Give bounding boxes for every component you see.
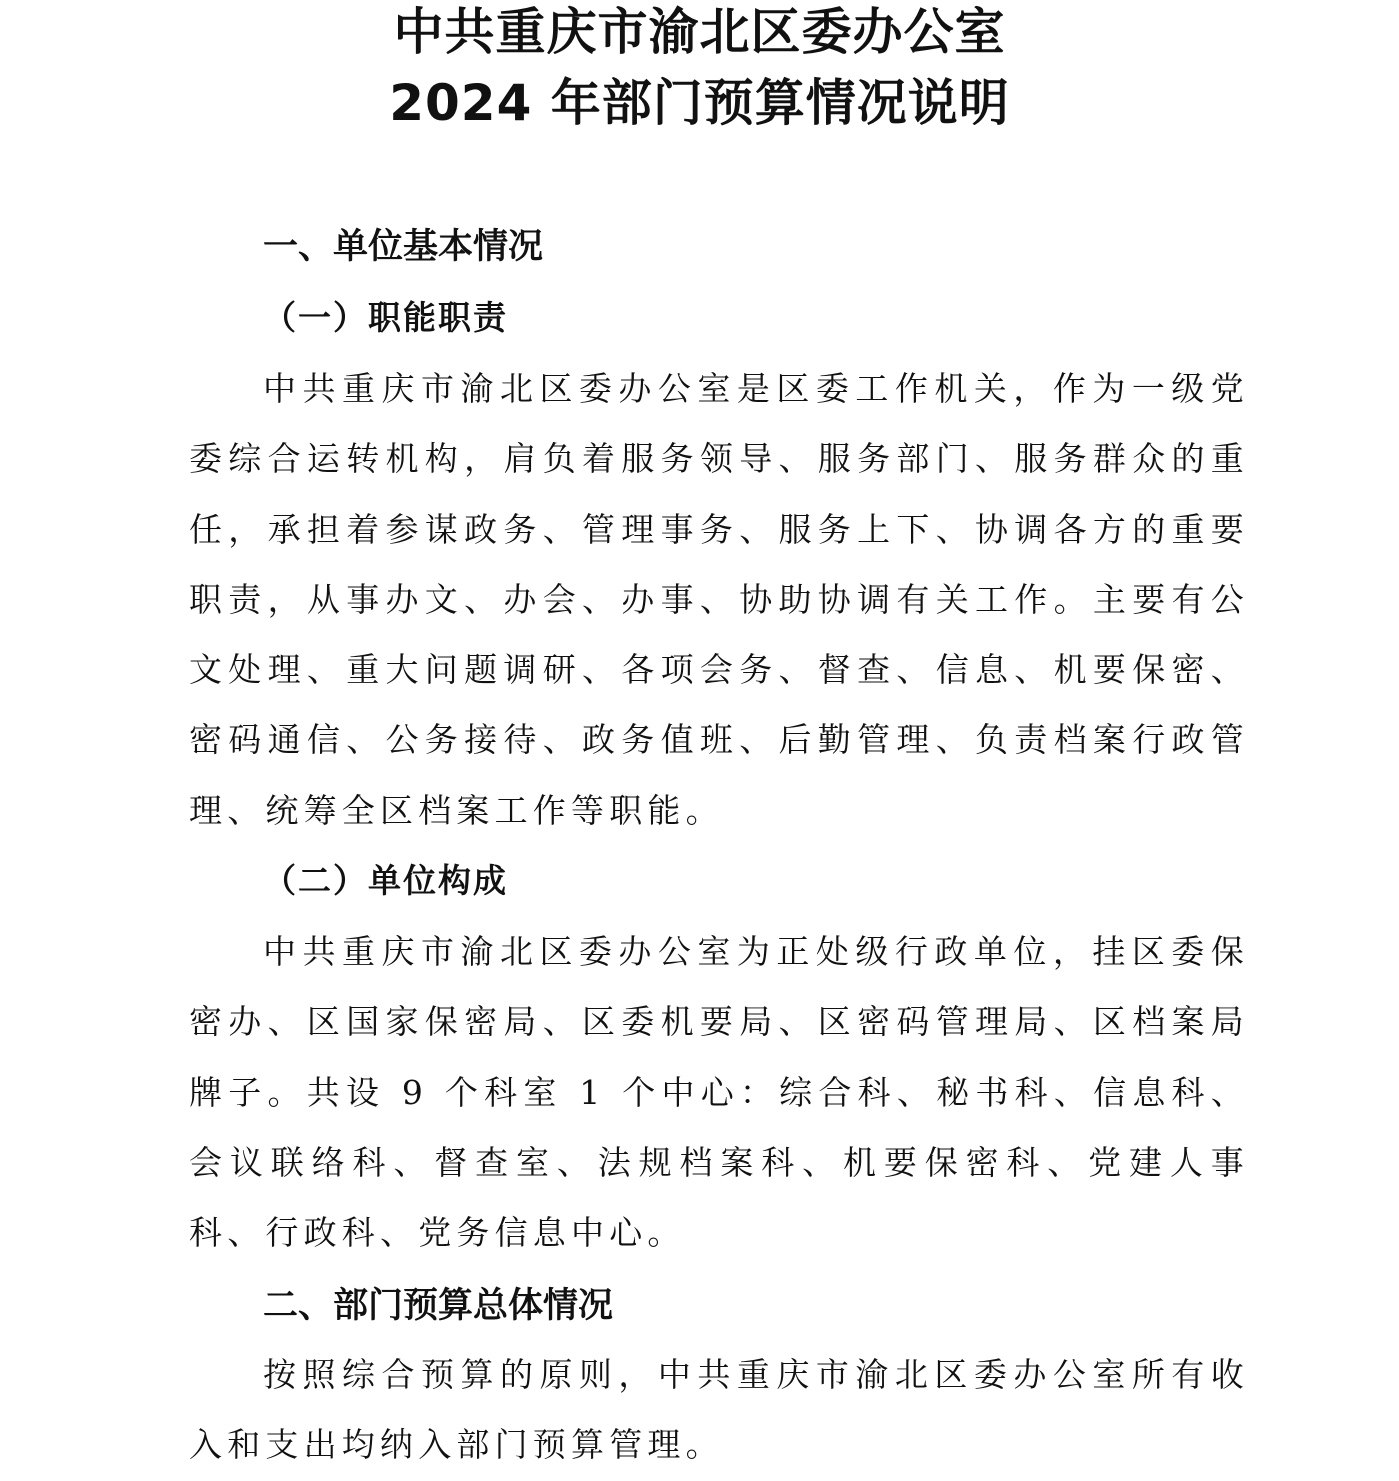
paragraph-functions: 中共重庆市渝北区委办公室是区委工作机关，作为一级党委综合运转机构，肩负着服务领导、服务部门、服务群众的重任，承担着参谋政务、管理事务、服务上下、协调各方的重要职责，从事办文、办会、办事、协助协调有关工作。主要有公文处理、重大问题调研、各项会务、督查、信息、机要保密、密码通信、公务接待、政务值班、后勤管理、负责档案行政管理、统筹全区档案工作等职能。 (189, 369, 1249, 830)
section-heading-budget-overview: 二、部门预算总体情况 (263, 1286, 614, 1326)
subsection-heading-functions: （一）职能职责 (263, 298, 508, 337)
document-title-line1: 中共重庆市渝北区委办公室 (393, 3, 1006, 61)
subsection-heading-composition: （二）单位构成 (263, 861, 508, 900)
document-title-line2: 2024 年部门预算情况说明 (389, 74, 1010, 132)
paragraph-budget-overview: 按照综合预算的原则，中共重庆市渝北区委办公室所有收入和支出均纳入部门预算管理。 (189, 1355, 1249, 1465)
section-heading-basic-info: 一、单位基本情况 (263, 227, 544, 267)
paragraph-composition: 中共重庆市渝北区委办公室为正处级行政单位，挂区委保密办、区国家保密局、区委机要局、区密码管理局、区档案局牌子。共设 9 个科室 1 个中心：综合科、秘书科、信息科、会议联络科、督查室、法规档案科、机要保密科、党建人事科、行政科、党务信息中心。 (189, 932, 1249, 1253)
